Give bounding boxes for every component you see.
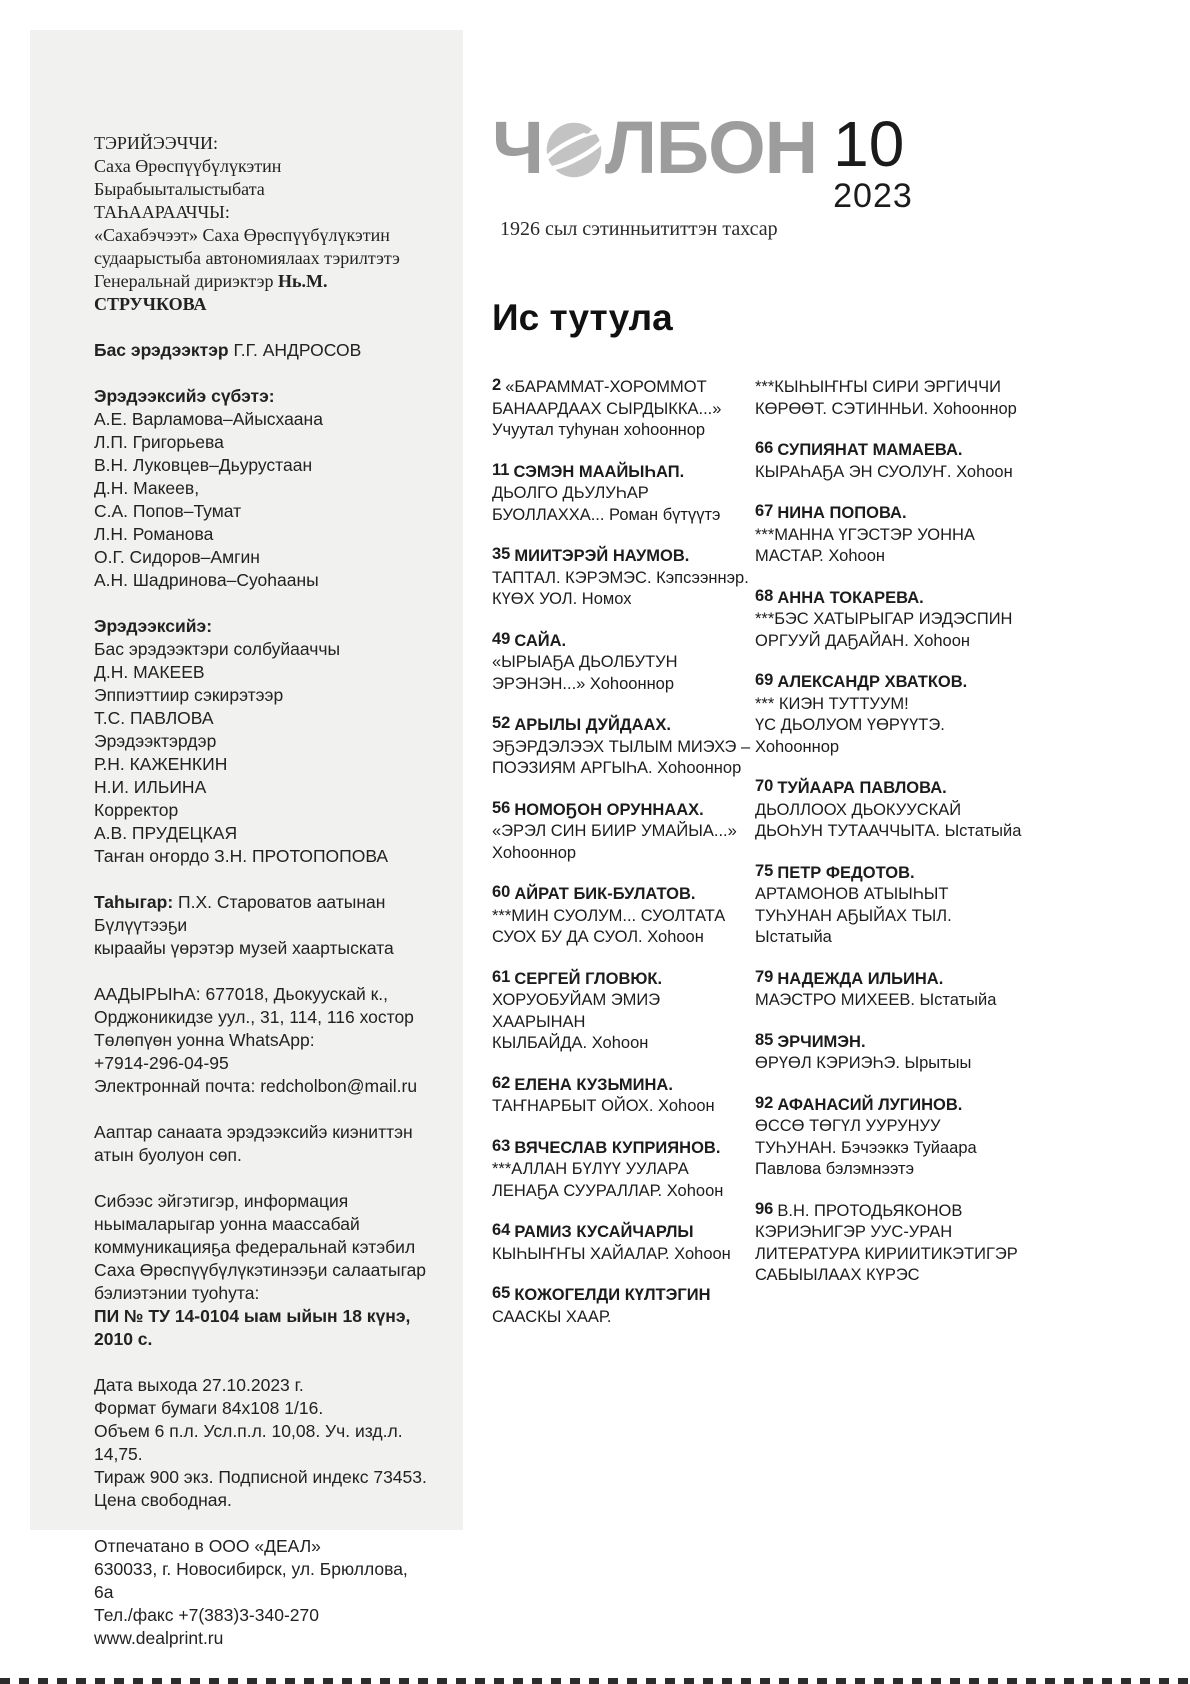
imprint-line xyxy=(94,937,427,960)
logo-letters-post: ЛБОН xyxy=(605,106,818,189)
toc-entry xyxy=(492,800,755,865)
toc-author: СЭМЭН МААЙЫҺАП. xyxy=(513,462,685,481)
toc-title-line: КЭРИЭҺИГЭР УУС-УРАН xyxy=(755,1223,953,1241)
imprint-text: В.Н. Луковцев–Дьурустаан xyxy=(94,455,313,475)
toc-entry-first-line xyxy=(755,1032,1055,1054)
toc-title-line: ӨССӨ ТӨГҮЛ УУРУНУУ xyxy=(755,1117,941,1135)
toc-column-2 xyxy=(755,377,1055,1348)
toc-title-line: МАСТАР. Хоһоон xyxy=(755,547,885,565)
toc-title-line: ХОРУОБУЙАМ ЭМИЭ ХААРЫНАН xyxy=(492,991,661,1031)
toc-page-number: 56 xyxy=(492,798,511,817)
imprint-text: А.Е. Варламова–Айысхаана xyxy=(94,409,323,429)
toc-entry xyxy=(492,969,755,1055)
toc-entry xyxy=(492,884,755,949)
issue-year: 2023 xyxy=(833,177,913,215)
imprint-text: +7914-296-04-95 xyxy=(94,1053,229,1073)
imprint-text: Л.П. Григорьева xyxy=(94,432,224,452)
imprint-line xyxy=(94,1029,427,1052)
toc-page-number: 96 xyxy=(755,1199,774,1218)
logo-wordmark xyxy=(492,106,818,189)
toc-title-line: АРТАМОНОВ АТЫЫҺЫТ xyxy=(755,885,949,903)
toc-entry-first-line xyxy=(755,1095,1055,1117)
toc-title-line: САБЫЫЛААХ КҮРЭС xyxy=(755,1266,920,1284)
imprint-line xyxy=(94,753,427,776)
imprint-text-bold: Бас эрэдээктэр xyxy=(94,340,234,360)
imprint-text: Формат бумаги 84х108 1/16. xyxy=(94,1398,324,1418)
imprint-line xyxy=(94,707,427,730)
toc-page-number: 52 xyxy=(492,714,511,732)
toc-author: НАДЕЖДА ИЛЬИНА. xyxy=(777,969,944,988)
toc-page-number: 75 xyxy=(755,861,774,880)
toc-page-number: 35 xyxy=(492,545,511,563)
toc-entry-first-line xyxy=(755,969,1055,991)
imprint-block xyxy=(94,1121,427,1167)
imprint-line xyxy=(94,500,427,523)
toc-entry-first-line xyxy=(492,800,755,822)
imprint-text: Бас эрэдээктэри солбуйааччы xyxy=(94,639,341,659)
imprint-text: Генеральнай дириэктэр xyxy=(94,271,278,291)
imprint-text: ААДЫРЫҺА: 677018, Дьокуускай к., xyxy=(94,984,389,1004)
imprint-line xyxy=(94,1236,427,1259)
toc-title-line: ДЬОЛЛООХ ДЬОКУУСКАЙ xyxy=(755,800,962,819)
toc-title-line: Павлова бэлэмнээтэ xyxy=(755,1160,915,1178)
imprint-text: О.Г. Сидоров–Амгин xyxy=(94,547,260,567)
imprint-text: ньымаларыгар уонна маассабай xyxy=(94,1214,360,1234)
toc-title-line: ДЬОҺУН ТУТААЧЧЫТА. Ыстатыйа xyxy=(755,822,1022,840)
imprint-text: Т.С. ПАВЛОВА xyxy=(94,708,214,728)
toc-entry-first-line xyxy=(755,588,1055,610)
toc-author: ВЯЧЕСЛАВ КУПРИЯНОВ. xyxy=(514,1138,721,1157)
toc-title-line: ТУҺУНАН. Бэчээккэ Туйаара xyxy=(755,1138,977,1157)
toc-title-line: Хоһооннор xyxy=(755,737,840,756)
imprint-line xyxy=(94,1558,427,1604)
toc-author: НИНА ПОПОВА. xyxy=(777,504,907,522)
imprint-line xyxy=(94,1397,427,1420)
toc-title-line: МАЭСТРО МИХЕЕВ. Ыстатыйа xyxy=(755,991,997,1009)
imprint-line xyxy=(94,546,427,569)
toc-title-line: БАНААРДААХ СЫРДЫККА...» xyxy=(492,399,722,418)
imprint-line xyxy=(94,1282,427,1305)
toc-title-line: Учуутал туһунан хоһооннор xyxy=(492,421,706,439)
imprint-text: Тел./факс +7(383)3-340-270 xyxy=(94,1605,319,1625)
toc-page-number: 69 xyxy=(755,671,774,689)
imprint-text: А.Н. Шадринова–Суоһааны xyxy=(94,570,319,590)
toc-title-line: СУОХ БУ ДА СУОЛ. Хоһоон xyxy=(492,928,704,946)
imprint-text-bold: ПИ № ТУ 14-0104 ыам ыйын 18 күнэ, 2010 с. xyxy=(94,1306,411,1349)
imprint-text: Г.Г. АНДРОСОВ xyxy=(233,340,362,360)
imprint-text: судаарыстыба автономиялаах тэрилтэтэ xyxy=(94,248,400,268)
toc-entry xyxy=(492,1285,755,1328)
toc-title-line: ТАҤНАРБЫТ ОЙОХ. Хоһоон xyxy=(492,1097,715,1115)
toc-title-line: СААСКЫ ХААР. xyxy=(492,1307,612,1326)
imprint-line xyxy=(94,523,427,546)
toc-author: РАМИЗ КУСАЙЧАРЛЫ xyxy=(514,1223,694,1241)
imprint-block xyxy=(94,1190,427,1351)
imprint-text: Эппиэттиир сэкирэтээр xyxy=(94,685,284,705)
toc-entry-first-line xyxy=(755,778,1055,800)
toc-title-line: БУОЛЛАХХА... Роман бүтүүтэ xyxy=(492,505,721,524)
imprint-line xyxy=(94,845,427,868)
toc-author: АФАНАСИЙ ЛУГИНОВ. xyxy=(777,1095,963,1114)
imprint-text-bold: Эрэдээксийэ сүбэтэ: xyxy=(94,386,275,406)
toc-author: КОЖОГЕЛДИ КҮЛТЭГИН xyxy=(514,1286,711,1304)
toc-author: АННА ТОКАРЕВА. xyxy=(777,588,924,607)
toc-author: ПЕТР ФЕДОТОВ. xyxy=(777,863,915,882)
toc-column-1 xyxy=(492,377,755,1348)
toc-title-text: В.Н. ПРОТОДЬЯКОНОВ xyxy=(777,1201,963,1220)
toc-entry xyxy=(755,440,1055,483)
imprint-line xyxy=(94,224,427,247)
imprint-line xyxy=(94,1627,427,1650)
imprint-block xyxy=(94,339,427,362)
imprint-line xyxy=(94,408,427,431)
imprint-line xyxy=(94,155,427,201)
toc-author: САЙА. xyxy=(514,631,567,650)
toc-title-line: КЫРАҺАҔА ЭН СУОЛУҤ. Хоһоон xyxy=(755,462,1013,481)
issue-block xyxy=(833,108,913,216)
imprint-line xyxy=(94,132,427,155)
toc-title-text: «БАРАММАТ-ХОРОММОТ xyxy=(505,378,707,396)
toc-title-text: ***КЫҺЫҤҤЫ СИРИ ЭРГИЧЧИ xyxy=(755,378,1002,396)
issue-number: 10 xyxy=(833,108,905,180)
magazine-logo xyxy=(492,106,1160,216)
imprint-text: Цена свободная. xyxy=(94,1490,232,1510)
toc-page-number: 65 xyxy=(492,1284,511,1302)
planet-ring-icon xyxy=(545,121,603,179)
toc-title-line: ***АЛЛАН БҮЛҮҮ УУЛАРА xyxy=(492,1160,689,1178)
imprint-block xyxy=(94,1535,427,1650)
toc-entry-first-line xyxy=(492,1138,755,1160)
toc-entry-first-line xyxy=(492,1075,755,1097)
imprint-line xyxy=(94,1604,427,1627)
toc-title-line: «ЭРЭЛ СИН БИИР УМАЙЫА...» xyxy=(492,822,737,840)
toc-title-line: ЭҔЭРДЭЛЭЭХ ТЫЛЫМ МИЭХЭ – xyxy=(492,737,751,756)
imprint-text: А.В. ПРУДЕЦКАЯ xyxy=(94,823,238,843)
toc-author: АЙРАТ БИК-БУЛАТОВ. xyxy=(514,885,696,903)
toc-entry xyxy=(755,1201,1055,1287)
imprint-text: бэлиэтэнии туоһута: xyxy=(94,1283,260,1303)
imprint-line xyxy=(94,477,427,500)
toc-entry-first-line xyxy=(755,672,1055,694)
toc-entry-first-line xyxy=(755,503,1055,525)
imprint-block xyxy=(94,1374,427,1512)
toc-title-line: ЛИТЕРАТУРА КИРИИТИКЭТИГЭР xyxy=(755,1244,1018,1263)
toc-entry xyxy=(755,503,1055,568)
imprint-text: атын буолуон сөп. xyxy=(94,1145,242,1165)
toc-entry-first-line xyxy=(492,377,755,399)
toc-title-line: ***МИН СУОЛУМ... СУОЛТАТА xyxy=(492,906,726,925)
imprint-block xyxy=(94,132,427,316)
imprint-line xyxy=(94,270,427,316)
imprint-line xyxy=(94,891,427,937)
toc-page-number: 70 xyxy=(755,777,774,795)
toc-entry xyxy=(755,377,1055,420)
imprint-line xyxy=(94,661,427,684)
imprint-line xyxy=(94,431,427,454)
imprint-line xyxy=(94,1305,427,1351)
imprint-text: www.dealprint.ru xyxy=(94,1628,224,1648)
toc-entry xyxy=(492,1138,755,1203)
imprint-text: Саха Өрөспүүбүлүкэтинээҕи салаатыгар xyxy=(94,1260,427,1280)
toc-title-line: ***БЭС ХАТЫРЫГАР ИЭДЭСПИН xyxy=(755,610,1013,628)
toc-page-number: 63 xyxy=(492,1136,511,1155)
toc-page-number: 62 xyxy=(492,1073,511,1092)
toc-title-line: Ыстатыйа xyxy=(755,928,832,946)
imprint-block xyxy=(94,983,427,1098)
imprint-text: С.А. Попов–Тумат xyxy=(94,501,242,521)
toc-title-line: ПОЭЗИЯМ АРГЫҺА. Хоһооннор xyxy=(492,759,742,777)
imprint-text: Таҥан оҥордо З.Н. ПРОТОПОПОВА xyxy=(94,846,389,866)
imprint-text: Электроннай почта: redcholbon@mail.ru xyxy=(94,1076,418,1096)
toc-author: НОМОҔОН ОРУННААХ. xyxy=(514,800,704,819)
imprint-text: ТАҺААРААЧЧЫ: xyxy=(94,202,230,222)
imprint-text: Ааптар санаата эрэдээксийэ киэниттэн xyxy=(94,1122,413,1142)
toc-heading: Ис тутула xyxy=(492,297,673,338)
toc-entry xyxy=(755,672,1055,758)
toc-title-line: ЭРЭНЭН...» Хоһооннор xyxy=(492,674,675,693)
imprint-text: Сибээс эйгэтигэр, информация xyxy=(94,1191,349,1211)
imprint-line xyxy=(94,1075,427,1098)
toc-title-line: ӨРҮӨЛ КЭРИЭҺЭ. Ырытыы xyxy=(755,1054,972,1072)
toc-title-line: ТУҺУНАН АҔЫЙАХ ТЫЛ. xyxy=(755,906,952,925)
toc-entry-first-line xyxy=(755,1201,1055,1223)
toc-page-number: 49 xyxy=(492,629,511,648)
toc-author: МИИТЭРЭЙ НАУМОВ. xyxy=(514,547,690,565)
toc-title-line: ОРГУУЙ ДАҔАЙАН. Хоһоон xyxy=(755,631,971,650)
imprint-line xyxy=(94,730,427,753)
toc-page-number: 92 xyxy=(755,1093,774,1112)
toc-entry xyxy=(492,1222,755,1265)
toc-author: СЕРГЕЙ ГЛОВЮК. xyxy=(514,969,663,988)
imprint-line xyxy=(94,684,427,707)
imprint-line xyxy=(94,822,427,845)
imprint-text: Н.И. ИЛЬИНА xyxy=(94,777,207,797)
toc-entry-first-line xyxy=(492,1285,755,1307)
imprint-text: Саха Өрөспүүбүлүкэтин Бырабыыталыстыбата xyxy=(94,156,282,199)
toc-entry-first-line xyxy=(492,462,755,484)
toc-entry xyxy=(755,1095,1055,1181)
toc-entry xyxy=(492,377,755,442)
toc-author: СУПИЯНАТ МАМАЕВА. xyxy=(777,441,963,459)
toc-entry-first-line xyxy=(755,377,1055,399)
imprint-text: Эрэдээктэрдэр xyxy=(94,731,217,751)
toc-page-number: 61 xyxy=(492,967,511,986)
imprint-line xyxy=(94,1489,427,1512)
toc-entry-first-line xyxy=(492,884,755,906)
imprint-line xyxy=(94,1259,427,1282)
imprint-text-bold: Эрэдээксийэ: xyxy=(94,616,213,636)
imprint-line xyxy=(94,339,427,362)
toc-author: ЕЛЕНА КУЗЬМИНА. xyxy=(514,1075,673,1094)
imprint-line xyxy=(94,638,427,661)
toc-entry xyxy=(755,1032,1055,1075)
toc-title-line: ЛЕНАҔА СУУРАЛЛАР. Хоһоон xyxy=(492,1181,724,1200)
toc-author: ЭРЧИМЭН. xyxy=(777,1032,866,1051)
toc-columns xyxy=(492,377,1160,1348)
toc-title-line: Хоһооннор xyxy=(492,843,577,862)
imprint-text: Тираж 900 экз. Подписной индекс 73453. xyxy=(94,1467,427,1487)
imprint-text: Объем 6 п.л. Усл.п.л. 10,08. Уч. изд.л. 14,75. xyxy=(94,1421,403,1464)
toc-page-number: 60 xyxy=(492,883,511,901)
imprint-text: Отпечатано в ООО «ДЕАЛ» xyxy=(94,1536,321,1556)
toc-title-line: ТАПТАЛ. КЭРЭМЭС. Кэпсээннэр. xyxy=(492,568,749,587)
toc-title-line: «ЫРЫАҔА ДЬОЛБУТУН xyxy=(492,653,678,671)
imprint-text: Корректор xyxy=(94,800,179,820)
toc-page-number: 11 xyxy=(492,460,510,479)
toc-entry-first-line xyxy=(755,440,1055,462)
imprint-line xyxy=(94,983,427,1006)
toc-entry xyxy=(492,546,755,611)
imprint-line xyxy=(94,1374,427,1397)
toc-entry xyxy=(492,1075,755,1118)
toc-entry-first-line xyxy=(492,969,755,991)
imprint-text-bold: Таһыгар: xyxy=(94,892,179,912)
imprint-line xyxy=(94,201,427,224)
page-edge-dashes xyxy=(0,1678,1190,1684)
toc-entry xyxy=(492,715,755,780)
toc-title-line: КЫЛБАЙДА. Хоһоон xyxy=(492,1034,649,1052)
imprint-text: Д.Н. Макеев, xyxy=(94,478,200,498)
imprint-line xyxy=(94,1121,427,1144)
logo-letters-pre: Ч xyxy=(492,106,543,189)
imprint-line xyxy=(94,1420,427,1466)
toc-author: ТУЙААРА ПАВЛОВА. xyxy=(777,779,947,797)
imprint-panel xyxy=(30,30,463,1648)
toc-entry xyxy=(492,462,755,527)
logo-tagline: 1926 сыл сэтинньититтэн тахсар xyxy=(500,218,778,240)
imprint-line xyxy=(94,247,427,270)
imprint-line xyxy=(94,1190,427,1213)
toc-title-line: *** КИЭН ТУТТУУМ! xyxy=(755,694,909,713)
imprint-text-bold: Нь.М. СТРУЧКОВА xyxy=(94,271,328,314)
toc-entry xyxy=(755,778,1055,843)
imprint-line xyxy=(94,1466,427,1489)
imprint-text: П.Х. Староватов аатынан Бүлүүтээҕи xyxy=(94,892,386,935)
toc-entry xyxy=(755,588,1055,653)
imprint-text: коммуникацияҕа федеральнай кэтэбил xyxy=(94,1237,416,1257)
main-content xyxy=(492,106,1160,1348)
toc-title-line: КЫҺЫҤҤЫ ХАЙАЛАР. Хоһоон xyxy=(492,1244,731,1263)
imprint-line xyxy=(94,1144,427,1167)
toc-entry xyxy=(755,863,1055,949)
toc-title-line: КҮӨХ УОЛ. Номох xyxy=(492,590,632,608)
toc-title-line: ***МАННА ҮГЭСТЭР УОННА xyxy=(755,525,975,544)
toc-page-number: 68 xyxy=(755,586,774,605)
imprint-line xyxy=(94,385,427,408)
imprint-text: Дата выхода 27.10.2023 г. xyxy=(94,1375,304,1395)
imprint-block xyxy=(94,891,427,960)
imprint-line xyxy=(94,1535,427,1558)
imprint-line xyxy=(94,799,427,822)
toc-entry-first-line xyxy=(755,863,1055,885)
imprint-text: ТЭРИЙЭЭЧЧИ: xyxy=(94,133,219,153)
imprint-text: Д.Н. МАКЕЕВ xyxy=(94,662,205,682)
toc-entry-first-line xyxy=(492,631,755,653)
toc-page-number: 85 xyxy=(755,1030,774,1049)
imprint-text: Л.Н. Романова xyxy=(94,524,214,544)
toc-title-line: КӨРӨӨТ. СЭТИННЬИ. Хоһооннор xyxy=(755,399,1017,418)
imprint-text: Орджоникидзе уул., 31, 114, 116 хостор xyxy=(94,1007,414,1027)
imprint-text: Р.Н. КАЖЕНКИН xyxy=(94,754,228,774)
toc-title-line: ДЬОЛГО ДЬУЛУҺАР xyxy=(492,484,649,502)
toc-entry-first-line xyxy=(492,715,755,737)
toc-entry-first-line xyxy=(492,1222,755,1244)
imprint-text: кыраайы үөрэтэр музей хаартыската xyxy=(94,938,394,958)
toc-entry xyxy=(755,969,1055,1012)
imprint-line xyxy=(94,569,427,592)
imprint-text: 630033, г. Новосибирск, ул. Брюллова, 6а xyxy=(94,1559,408,1602)
imprint-line xyxy=(94,1006,427,1029)
imprint-line xyxy=(94,615,427,638)
toc-author: АРЫЛЫ ДУЙДААХ. xyxy=(514,716,672,734)
toc-entry xyxy=(492,631,755,696)
toc-author: АЛЕКСАНДР ХВАТКОВ. xyxy=(777,673,968,691)
imprint-line xyxy=(94,454,427,477)
toc-title-line: ҮС ДЬОЛУОМ ҮӨРҮҮТЭ. xyxy=(755,716,945,734)
toc-page-number: 79 xyxy=(755,967,774,986)
toc-entry-first-line xyxy=(492,546,755,568)
imprint-text: Төлөпүөн уонна WhatsApp: xyxy=(94,1030,315,1050)
imprint-line xyxy=(94,1213,427,1236)
toc-page-number: 67 xyxy=(755,502,774,520)
imprint-block xyxy=(94,385,427,592)
imprint-line xyxy=(94,776,427,799)
imprint-line xyxy=(94,1052,427,1075)
imprint-text: «Сахабэчээт» Саха Өрөспүүбүлүкэтин xyxy=(94,225,390,245)
toc-page-number: 66 xyxy=(755,439,774,457)
imprint-block xyxy=(94,615,427,868)
toc-page-number: 64 xyxy=(492,1221,511,1239)
toc-page-number: 2 xyxy=(492,376,502,394)
